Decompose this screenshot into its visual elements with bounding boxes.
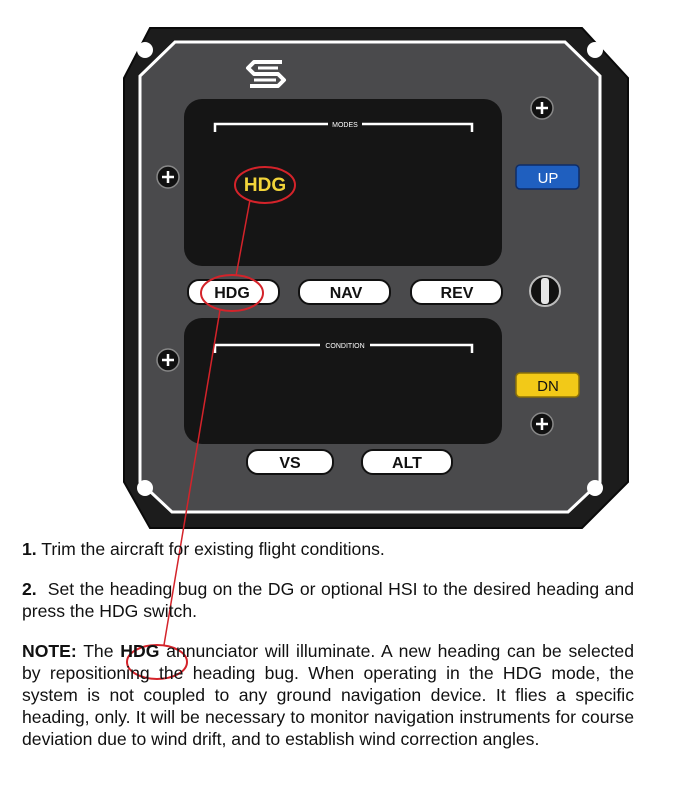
mount-hole-top-left (137, 42, 153, 58)
step-1-number: 1. (22, 539, 37, 559)
screw-icon (157, 166, 179, 188)
step-2-number: 2. (22, 579, 37, 599)
nav-button-label: NAV (329, 285, 363, 302)
mount-hole-top-right (587, 42, 603, 58)
alt-button-label: ALT (392, 455, 422, 472)
note-highlight: HDG (120, 641, 160, 661)
step-1-text: Trim the aircraft for existing flight conditions. (41, 539, 385, 559)
modes-label: MODES (332, 122, 358, 129)
mount-hole-bottom-right (587, 480, 603, 496)
screw-icon (531, 97, 553, 119)
condition-display (184, 318, 502, 444)
note (22, 640, 634, 750)
note-text: annunciator will illuminate. A new heading can be selected by repositioning the heading bug. When operating in the HDG mode, the system is not coupled to any ground navigation device. It flies a specific heading, only. It will be necessary to monitor navigation instruments for course deviation due to wind drift, and to establish wind correction angles. (22, 641, 634, 749)
step-2 (22, 578, 634, 622)
screw-icon (531, 413, 553, 435)
note-pre: The (83, 641, 114, 661)
instructions (22, 538, 634, 750)
step-1 (22, 538, 634, 560)
rev-button-label: REV (440, 285, 474, 302)
step-2-text: Set the heading bug on the DG or optional HSI to the desired heading and press the HDG switch. (22, 579, 634, 621)
hdg-annunciator: HDG (243, 175, 287, 196)
mount-hole-bottom-left (137, 480, 153, 496)
vs-button-label: VS (279, 455, 301, 472)
note-label: NOTE: (22, 641, 77, 661)
condition-label: CONDITION (325, 343, 365, 350)
dn-button-label: DN (537, 378, 559, 395)
trim-knob-icon[interactable] (530, 276, 560, 306)
hdg-button-label: HDG (214, 285, 250, 302)
up-button-label: UP (537, 170, 559, 187)
screw-icon (157, 349, 179, 371)
